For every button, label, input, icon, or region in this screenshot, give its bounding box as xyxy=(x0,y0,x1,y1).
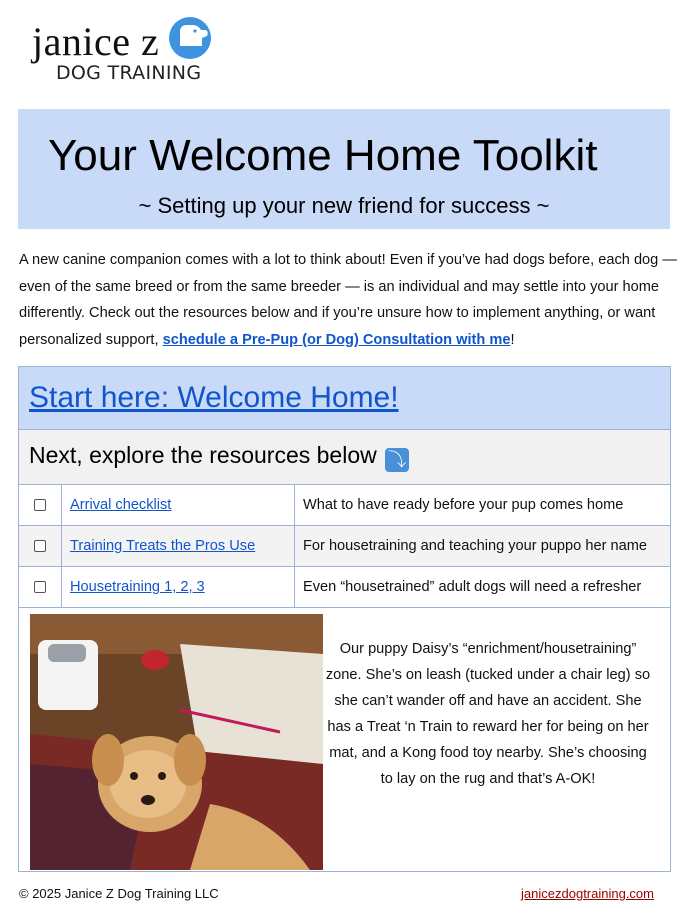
intro-text: A new canine companion comes with a lot to think about! Even if you’ve had dogs before, each dog — even of the same breed or from the same breeder — is an individual and may settle into your home differently. Check out the resources below and if you’re unsure how to implement anything, or want personalized support, xyxy=(19,252,677,348)
start-here-link[interactable]: Start here: Welcome Home! xyxy=(29,381,399,414)
table-row xyxy=(19,485,671,526)
resource-table xyxy=(18,366,671,872)
photo-caption: Our puppy Daisy’s “enrichment/housetraining” zone. She’s on leash (tucked under a chair leg) so she can’t wander off and have an accident. She has a Treat ‘n Train to reward her for being on her mat, and a Kong food toy nearby. She’s choosing to lay on the rug and that’s A-OK! xyxy=(325,641,651,787)
resource-link[interactable]: Housetraining 1, 2, 3 xyxy=(70,579,205,595)
checkbox[interactable] xyxy=(34,540,46,552)
copyright: © 2025 Janice Z Dog Training LLC xyxy=(19,886,219,901)
next-heading: Next, explore the resources below xyxy=(29,442,377,468)
intro-paragraph xyxy=(19,247,679,353)
start-row xyxy=(19,367,671,430)
intro-end: ! xyxy=(510,331,515,348)
resource-description: What to have ready before your pup comes home xyxy=(295,485,671,526)
title-banner xyxy=(18,109,670,229)
logo-tagline: DOG TRAINING xyxy=(56,62,202,84)
table-row xyxy=(19,567,671,608)
checkbox[interactable] xyxy=(34,499,46,511)
page-title: Your Welcome Home Toolkit xyxy=(48,131,598,180)
page-subtitle: ~ Setting up your new friend for success ~ xyxy=(138,193,550,218)
dog-head-icon xyxy=(168,16,214,60)
resource-link[interactable]: Training Treats the Pros Use xyxy=(70,538,256,554)
logo xyxy=(30,14,230,88)
resource-description: Even “housetrained” adult dogs will need a refresher xyxy=(295,567,671,608)
logo-name: janice z xyxy=(32,19,160,64)
resource-link[interactable]: Arrival checklist xyxy=(70,497,172,513)
next-row xyxy=(19,430,671,485)
consultation-link[interactable]: schedule a Pre-Pup (or Dog) Consultation with me xyxy=(162,331,511,348)
resource-description: For housetraining and teaching your puppo her name xyxy=(295,526,671,567)
table-row xyxy=(19,526,671,567)
website-link[interactable]: janicezdogtraining.com xyxy=(521,886,654,901)
photo-row xyxy=(19,608,671,872)
puppy-photo xyxy=(30,614,323,870)
arrow-down-icon: ⤵ xyxy=(385,448,409,472)
checkbox[interactable] xyxy=(34,581,46,593)
